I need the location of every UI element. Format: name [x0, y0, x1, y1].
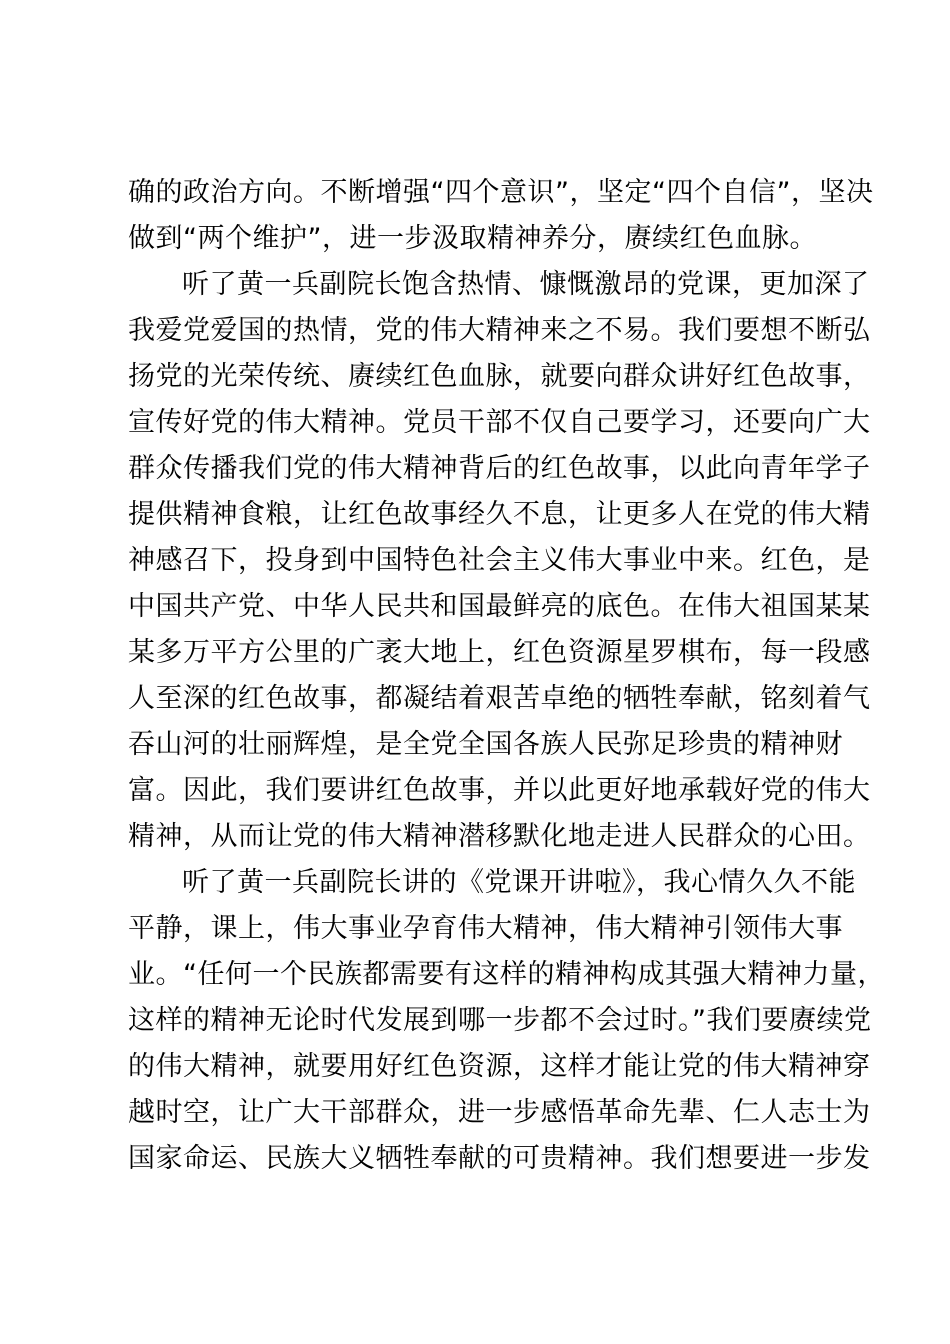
text-line: 群众传播我们党的伟大精神背后的红色故事，以此向青年学子 — [128, 453, 871, 484]
text-line: 扬党的光荣传统、赓续红色血脉，就要向群众讲好红色故事， — [128, 361, 871, 392]
text-line: 平静，课上，伟大事业孕育伟大精神，伟大精神引领伟大事 — [128, 913, 843, 944]
text-line: 宣传好党的伟大精神。党员干部不仅自己要学习，还要向广大 — [128, 407, 871, 438]
text-line: 精神，从而让党的伟大精神潜移默化地走进人民群众的心田。 — [128, 821, 871, 852]
text-line: 中国共产党、中华人民共和国最鲜亮的底色。在伟大祖国某某 — [128, 591, 871, 622]
text-line: 吞山河的壮丽辉煌，是全党全国各族人民弥足珍贵的精神财 — [128, 729, 843, 760]
paragraph-first-line: 听了黄一兵副院长讲的《党课开讲啦》，我心情久久不能 — [182, 867, 856, 898]
text-line: 业。“任何一个民族都需要有这样的精神构成其强大精神力量， — [128, 959, 885, 990]
text-line: 国家命运、民族大义牺牲奉献的可贵精神。我们想要进一步发 — [128, 1143, 871, 1174]
text-line: 人至深的红色故事，都凝结着艰苦卓绝的牺牲奉献，铭刻着气 — [128, 683, 871, 714]
text-line: 确的政治方向。不断增强“四个意识”，坚定“四个自信”，坚决 — [128, 177, 874, 208]
text-line: 富。因此，我们要讲红色故事，并以此更好地承载好党的伟大 — [128, 775, 871, 806]
text-line: 某多万平方公里的广袤大地上，红色资源星罗棋布，每一段感 — [128, 637, 871, 668]
text-line: 做到“两个维护”，进一步汲取精神养分，赓续红色血脉。 — [128, 223, 817, 254]
text-line: 越时空，让广大干部群众，进一步感悟革命先辈、仁人志士为 — [128, 1097, 871, 1128]
text-line: 这样的精神无论时代发展到哪一步都不会过时。”我们要赓续党 — [128, 1005, 872, 1036]
text-line: 的伟大精神，就要用好红色资源，这样才能让党的伟大精神穿 — [128, 1051, 871, 1082]
paragraph-first-line: 听了黄一兵副院长饱含热情、慷慨激昂的党课，更加深了 — [182, 269, 870, 300]
text-line: 我爱党爱国的热情，党的伟大精神来之不易。我们要想不断弘 — [128, 315, 871, 346]
text-line: 神感召下，投身到中国特色社会主义伟大事业中来。红色，是 — [128, 545, 871, 576]
text-line: 提供精神食粮，让红色故事经久不息，让更多人在党的伟大精 — [128, 499, 871, 530]
document-body — [128, 170, 885, 1182]
